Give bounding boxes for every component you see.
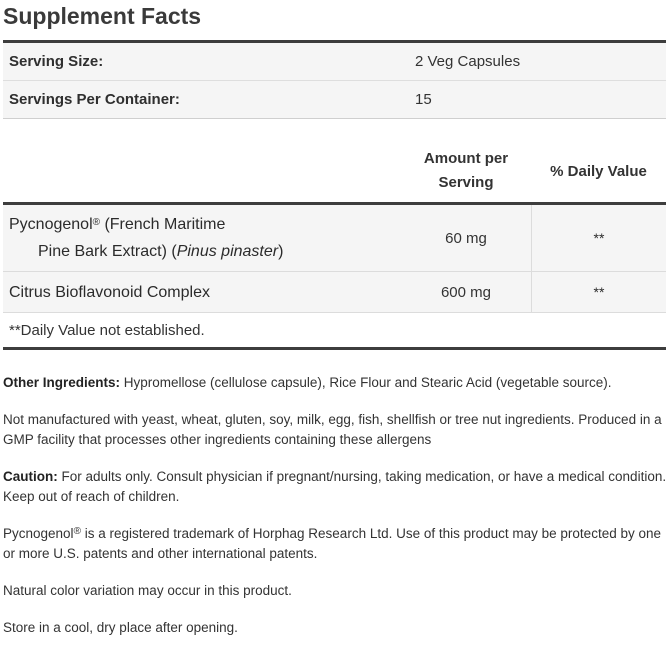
registered-mark: ® [92,217,100,228]
nutrient-row [3,272,666,313]
trademark-name: Pycnogenol [3,526,74,541]
registered-mark: ® [73,526,81,537]
other-ingredients-text: Hypromellose (cellulose capsule), Rice Flour and Stearic Acid (vegetable source). [120,375,612,390]
other-ingredients [3,373,667,393]
nutrient-name-line2: Pine Bark Extract) ( [38,243,177,260]
nutrient-name-end: ) [278,243,284,260]
nutrient-row [3,205,666,272]
serving-size-value: 2 Veg Capsules [415,53,521,70]
nutrient-table [3,140,666,350]
page-title: Supplement Facts [3,3,202,29]
serving-size-label: Serving Size: [9,53,104,70]
product-notes [3,373,667,655]
serving-size-row [3,43,666,80]
servings-per-container-value: 15 [415,91,432,108]
amount-header-line2: Serving [438,174,494,191]
amount-per-serving-header [401,147,531,195]
nutrient-amount: 60 mg [445,229,487,247]
trademark-statement [3,524,667,564]
nutrient-name [3,205,401,271]
storage-note: Store in a cool, dry place after opening. [3,620,238,635]
trademark-text: is a registered trademark of Horphag Research Ltd. Use of this product may be protected by one or more U.S. patents and other international patents. [3,526,661,561]
color-variation-note: Natural color variation may occur in this product. [3,583,292,598]
nutrient-table-header [3,140,666,205]
daily-value-header: % Daily Value [550,162,647,180]
amount-header-line1: Amount per [423,150,509,167]
servings-per-container-label: Servings Per Container: [9,91,180,108]
nutrient-amount: 600 mg [440,283,492,301]
latin-name: Pinus pinaster [176,243,279,260]
nutrient-daily-value: ** [531,205,666,271]
serving-info-table [3,40,666,119]
caution-label: Caution: [3,469,58,484]
nutrient-name-rest: (French Maritime [100,216,226,233]
servings-per-container-row [3,80,666,118]
nutrient-daily-value: ** [531,272,666,312]
daily-value-footnote: **Daily Value not established. [3,313,666,350]
caution-statement [3,467,667,507]
nutrient-name-main: Pycnogenol [9,216,93,233]
caution-text: For adults only. Consult physician if pregnant/nursing, taking medication, or have a medical condition. Keep out of reach of children. [3,469,667,504]
nutrient-name: Citrus Bioflavonoid Complex [9,283,210,301]
other-ingredients-label: Other Ingredients: [3,375,121,390]
allergen-statement: Not manufactured with yeast, wheat, gluten, soy, milk, egg, fish, shellfish or tree nut ingredients. Produced in a GMP facility that processes other ingredients containing these allergens [3,412,662,447]
